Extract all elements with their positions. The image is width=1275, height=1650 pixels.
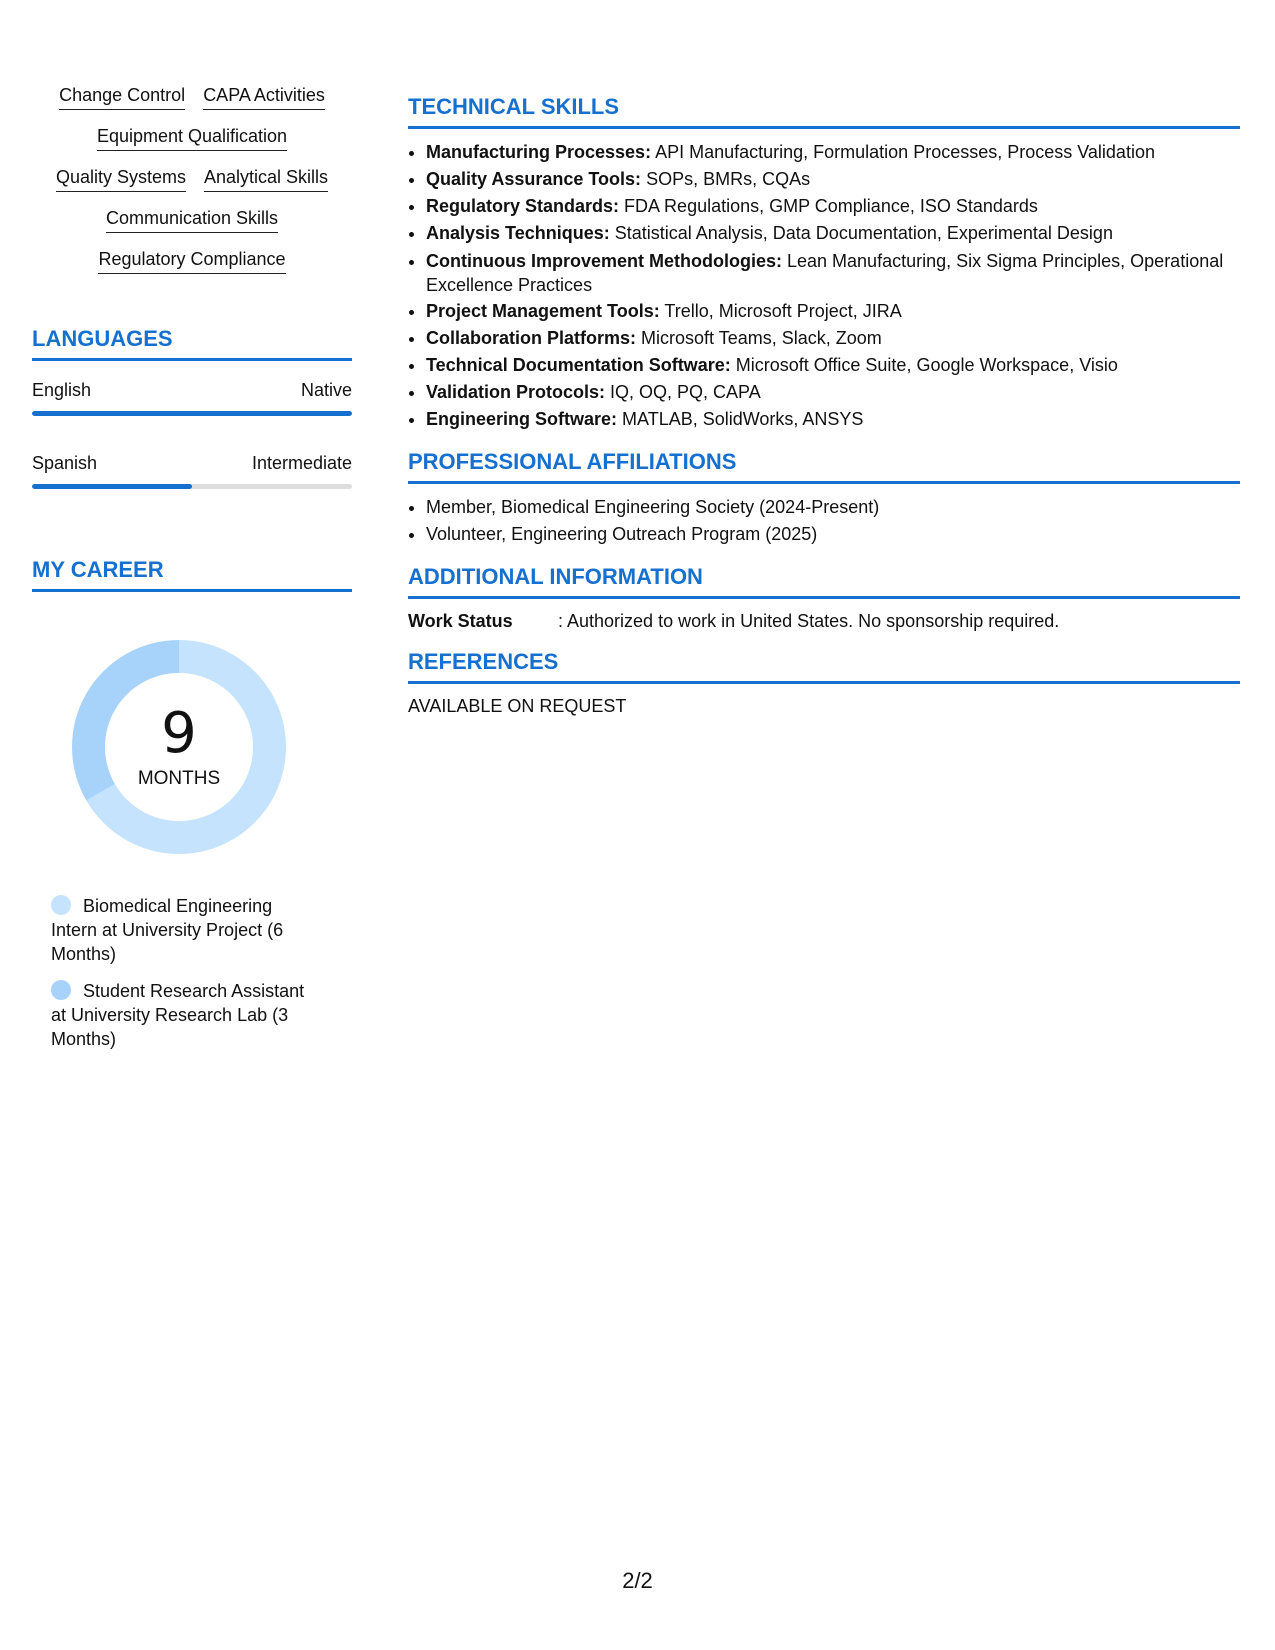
legend-dot	[51, 895, 71, 915]
skill-tag: Regulatory Compliance	[98, 248, 285, 274]
skill-tag: CAPA Activities	[203, 84, 325, 110]
left-column	[32, 84, 352, 1064]
references-section	[408, 649, 1240, 718]
language-name: English	[32, 380, 92, 400]
career-title: MY CAREER	[32, 557, 352, 592]
skill-tag: Quality Systems	[56, 166, 186, 192]
legend-dot	[51, 980, 71, 1000]
donut-center-label	[66, 701, 292, 790]
list-item: • Quality Assurance Tools: SOPs, BMRs, CQAs	[426, 166, 1240, 193]
language-level: Native	[300, 380, 352, 400]
references-text: AVAILABLE ON REQUEST	[408, 696, 627, 716]
skill-tag: Communication Skills	[106, 207, 278, 233]
skill-tag: Analytical Skills	[204, 166, 328, 192]
language-proficiency-bar	[32, 484, 352, 489]
list-item: • Continuous Improvement Methodologies: Lean Manufacturing, Six Sigma Principles, Operational Excellence Practices	[426, 249, 1240, 297]
list-item: • Volunteer, Engineering Outreach Program (2025)	[426, 521, 1240, 548]
list-item: • Project Management Tools: Trello, Microsoft Project, JIRA	[426, 298, 1240, 325]
legend-item	[51, 979, 321, 1051]
career-section	[32, 557, 352, 1051]
legend-label: Biomedical Engineering Intern at University Project (6 Months)	[51, 896, 284, 964]
language-row	[32, 379, 352, 416]
affiliations-title: PROFESSIONAL AFFILIATIONS	[408, 449, 1240, 484]
additional-info-title: ADDITIONAL INFORMATION	[408, 564, 1240, 599]
list-item: • Collaboration Platforms: Microsoft Teams, Slack, Zoom	[426, 325, 1240, 352]
legend-label: Student Research Assistant at University Research Lab (3 Months)	[51, 981, 305, 1049]
languages-title: LANGUAGES	[32, 326, 352, 361]
language-row	[32, 452, 352, 489]
skill-tag: Equipment Qualification	[97, 125, 287, 151]
skill-tags	[32, 84, 352, 274]
technical-skills-list	[408, 139, 1240, 433]
technical-skills-title: TECHNICAL SKILLS	[408, 94, 1240, 129]
list-item: • Technical Documentation Software: Microsoft Office Suite, Google Workspace, Visio	[426, 352, 1240, 379]
list-item: • Engineering Software: MATLAB, SolidWorks, ANSYS	[426, 406, 1240, 433]
additional-info-section	[408, 564, 1240, 633]
career-total-value: 9	[161, 701, 197, 766]
list-item: • Member, Biomedical Engineering Society (2024-Present)	[426, 494, 1240, 521]
references-title: REFERENCES	[408, 649, 1240, 684]
work-status-label: Work Status	[408, 611, 513, 631]
list-item: • Validation Protocols: IQ, OQ, PQ, CAPA	[426, 379, 1240, 406]
language-level: Intermediate	[251, 453, 352, 473]
language-name: Spanish	[32, 453, 98, 473]
legend-item	[51, 894, 321, 966]
skill-tag: Change Control	[59, 84, 185, 110]
affiliations-section	[408, 449, 1240, 548]
technical-skills-section	[408, 94, 1240, 433]
career-donut-chart	[66, 634, 292, 860]
list-item: • Analysis Techniques: Statistical Analysis, Data Documentation, Experimental Design	[426, 220, 1240, 247]
language-proficiency-bar	[32, 411, 352, 416]
languages-section	[32, 326, 352, 489]
language-proficiency-fill	[32, 411, 352, 416]
career-total-unit: MONTHS	[137, 768, 221, 789]
affiliations-list	[408, 494, 1240, 548]
list-item: • Manufacturing Processes: API Manufacturing, Formulation Processes, Process Validation	[426, 139, 1240, 166]
work-status-row	[408, 609, 1240, 633]
career-legend	[51, 894, 321, 1051]
right-column	[408, 94, 1240, 734]
page-number: 2/2	[622, 1568, 653, 1593]
language-proficiency-fill	[32, 484, 192, 489]
list-item: • Regulatory Standards: FDA Regulations, GMP Compliance, ISO Standards	[426, 193, 1240, 220]
work-status-value: : Authorized to work in United States. No sponsorship required.	[558, 611, 1060, 631]
